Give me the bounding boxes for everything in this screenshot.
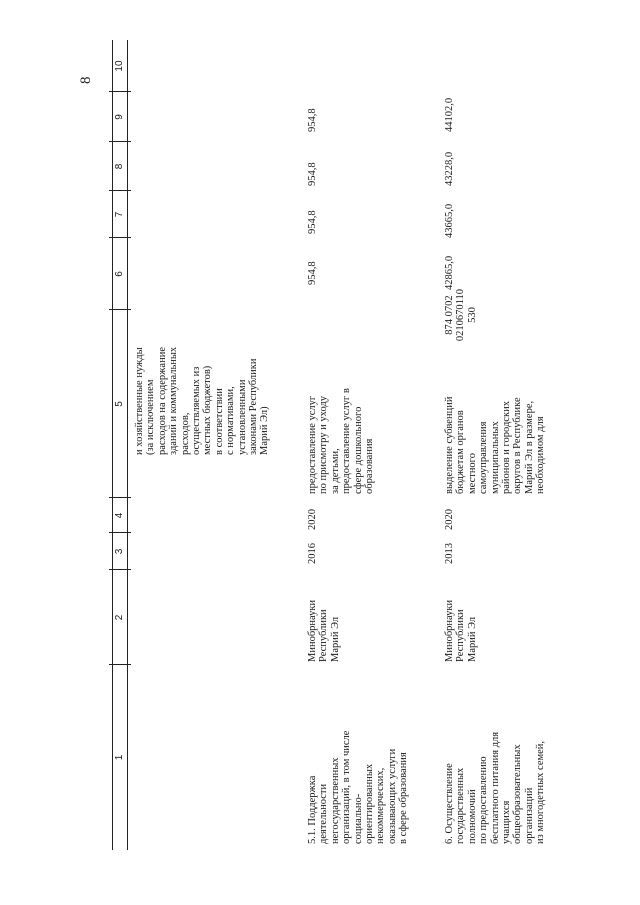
column-divider <box>109 664 131 665</box>
header-col-8: 8 <box>114 163 125 170</box>
row-2-col-2: Минобрнауки Республики Марий Эл <box>444 599 478 662</box>
row-1-col-8: 954,8 <box>307 210 318 234</box>
column-divider <box>109 190 131 191</box>
header-col-3: 3 <box>114 548 125 555</box>
row-2-col-9: 43228,0 <box>444 151 455 186</box>
column-divider <box>109 497 131 498</box>
header-col-2: 2 <box>114 614 125 621</box>
header-col-10: 10 <box>114 60 125 72</box>
row-2-col-4: 2020 <box>444 509 455 530</box>
row-1-col-4: 2020 <box>307 509 318 530</box>
row-1-col-9: 954,8 <box>307 162 318 186</box>
row-0-col-5: и хозяйственные нужды (за исключением расходов на содержание зданий и коммунальных расходов, осуществляемых из местных бюджетов) в соответствии с нормативами, установленными законами Республики Марий Эл) <box>134 346 271 455</box>
column-divider <box>109 91 131 92</box>
header-col-1: 1 <box>114 754 125 761</box>
row-2-col-7: 42865,0 <box>444 255 455 290</box>
budget-table <box>112 40 547 850</box>
row-2-col-10: 44102,0 <box>444 97 455 132</box>
row-1-col-2: Минобрнауки Республики Марий Эл <box>307 599 341 662</box>
row-2-col-6: 874 0702 0210670110 530 <box>444 288 478 342</box>
row-1-col-3: 2016 <box>307 543 318 564</box>
row-2-col-3: 2013 <box>444 543 455 564</box>
header-col-5: 5 <box>114 401 125 407</box>
table-header <box>112 40 128 850</box>
row-2-col-8: 43665,0 <box>444 203 455 238</box>
column-divider <box>109 532 131 533</box>
row-1-col-7: 954,8 <box>307 261 318 285</box>
column-divider <box>109 237 131 238</box>
row-1-col-10: 954,8 <box>307 108 318 132</box>
column-divider <box>109 141 131 142</box>
page-number: 8 <box>78 76 94 84</box>
header-col-6: 6 <box>114 271 125 277</box>
row-1-col-1: 5.1. Поддержка деятельности негосударственных организаций, в том числе социально- ориентированных некоммерческих, оказывающих услуги в сфере образования <box>307 730 410 844</box>
header-col-4: 4 <box>114 512 125 519</box>
row-1-col-5: предоставление услуг по присмотру и уходу за детьми, предоставление услуг в сфере дошкольного образования <box>307 388 376 494</box>
column-divider <box>109 309 131 310</box>
header-col-7: 7 <box>114 211 125 218</box>
header-col-9: 9 <box>114 114 125 120</box>
column-divider <box>109 569 131 570</box>
row-2-col-5: выделение субвенций бюджетам органов местного самоуправления муниципальных районов и городских округов в Республике Марий Эл в размере, необходимом для <box>444 396 547 494</box>
row-2-col-1: 6. Осуществление государственных полномочий по предоставлению бесплатного питания для учащихся общеобразовательных организаций из многодетных семей, <box>444 731 547 844</box>
